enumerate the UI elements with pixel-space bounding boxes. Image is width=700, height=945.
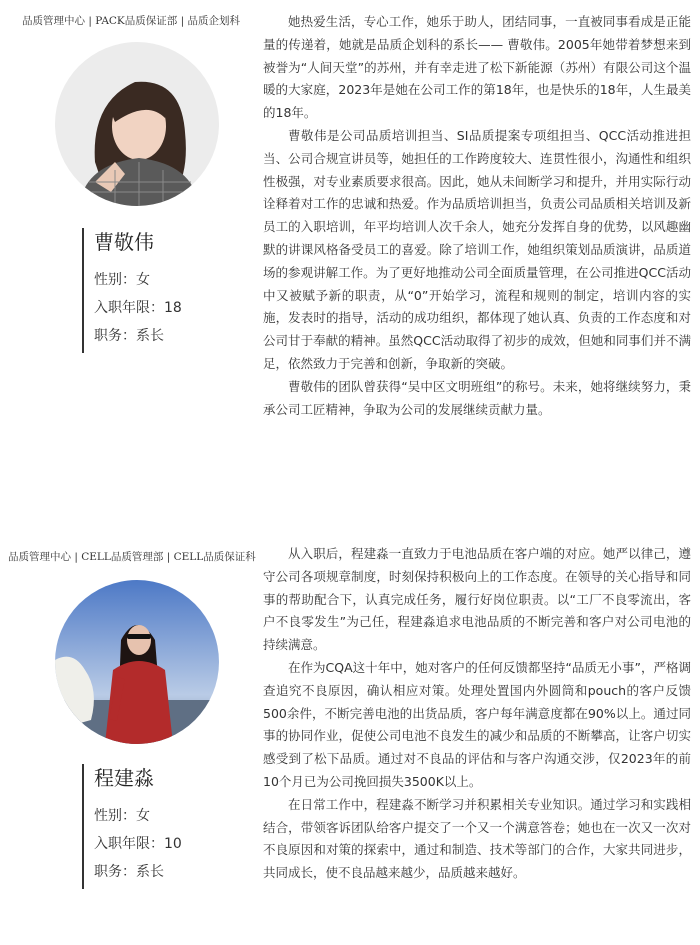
avatar	[55, 42, 219, 206]
profile-info	[82, 228, 182, 353]
position-field: 职务：系长	[94, 864, 164, 880]
bio-paragraph: 在日常工作中，程建淼不断学习并积累相关专业知识。通过学习和实践相结合，带领客诉团队给客户提交了一个又一个满意答卷；她也在一次又一次对不良原因和对策的探索中，通过和制造、技术等部门的合作，大家共同进步，共同成长，使不良品越来越少，品质越来越好。	[263, 796, 691, 881]
profile-biography	[263, 11, 691, 421]
profile-card-2	[0, 540, 700, 945]
bio-paragraph: 从入职后，程建淼一直致力于电池品质在客户端的对应。她严以律己，遵守公司各项规章制度，时刻保持积极向上的工作态度。在领导的关心指导和同事的帮助配合下，认真完成任务，履行好岗位职责。以“工厂不良零流出，客户不良零发生”为己任，程建淼追求电池品质的不断完善和客户对公司电池的持续满意。	[263, 546, 691, 653]
avatar-photo	[55, 42, 219, 206]
bio-paragraph: 在作为CQA这十年中，她对客户的任何反馈都坚持“品质无小事”，严格调查追究不良原因，确认相应对策。处理处置国内外圆筒和pouch的客户反馈500余件，不断完善电池的出货品质，客户每年满意度都在90%以上。通过同事的协同作业，促使公司电池不良发生的减少和品质的不断攀高，让客户切实感受到了松下品质。通过对不良品的评估和与客户沟通交涉，仅2023年的前10个月已为公司挽回损失3500K以上。	[263, 659, 691, 789]
gender-field: 性别：女	[94, 808, 150, 824]
position-field: 职务：系长	[94, 328, 164, 344]
bio-paragraph: 她热爱生活，专心工作，她乐于助人，团结同事，一直被同事看成是正能量的传递着，她就是品质企划科的系长—— 曹敬伟。2005年她带着梦想来到被誉为“人间天堂”的苏州，并有幸走进了松下新能源（苏州）有限公司这个温暖的大家庭，2023年是她在公司工作的第18年，也是快乐的18年，人生最美的18年。	[263, 14, 691, 121]
avatar	[55, 580, 219, 744]
department-path: 品质管理中心 | CELL品质管理部 | CELL品质保证科	[8, 551, 256, 563]
profile-info	[82, 764, 182, 889]
tenure-field: 入职年限：10	[94, 836, 182, 852]
department-path: 品质管理中心 | PACK品质保证部 | 品质企划科	[22, 15, 240, 27]
bio-paragraph: 曹敬伟是公司品质培训担当、SI品质提案专项组担当、QCC活动推进担当、公司合规宣讲员等，她担任的工作跨度较大、连贯性很小，沟通性和组织性极强，对专业素质要求很高。因此，她从未间断学习和提升，并用实际行动诠释着对工作的忠诚和热爱。作为品质培训担当，负责公司品质相关培训及新员工的入职培训，年平均培训人次千余人，她充分发挥自身的优势，以风趣幽默的讲课风格备受员工的喜爱。除了培训工作，她组织策划品质演讲，品质道场的参观讲解工作。为了更好地推动公司全面质量管理，在公司推进QCC活动中又被赋予新的职责，从“0”开始学习，流程和规则的制定，培训内容的实施，发表时的指导，活动的成功组织，都体现了她认真、负责的工作态度和对公司甘于奉献的精神。虽然QCC活动取得了初步的成效，但她和同事们并不满足，依然致力于完善和创新，争取新的突破。	[263, 127, 691, 371]
person-name: 曹敬伟	[94, 230, 154, 254]
gender-field: 性别：女	[94, 272, 150, 288]
avatar-photo	[55, 580, 219, 744]
bio-paragraph: 曹敬伟的团队曾获得“吴中区文明班组”的称号。未来，她将继续努力，秉承公司工匠精神，争取为公司的发展继续贡献力量。	[263, 378, 691, 417]
profile-biography	[263, 543, 691, 885]
tenure-field: 入职年限：18	[94, 300, 182, 316]
person-name: 程建淼	[94, 766, 154, 790]
